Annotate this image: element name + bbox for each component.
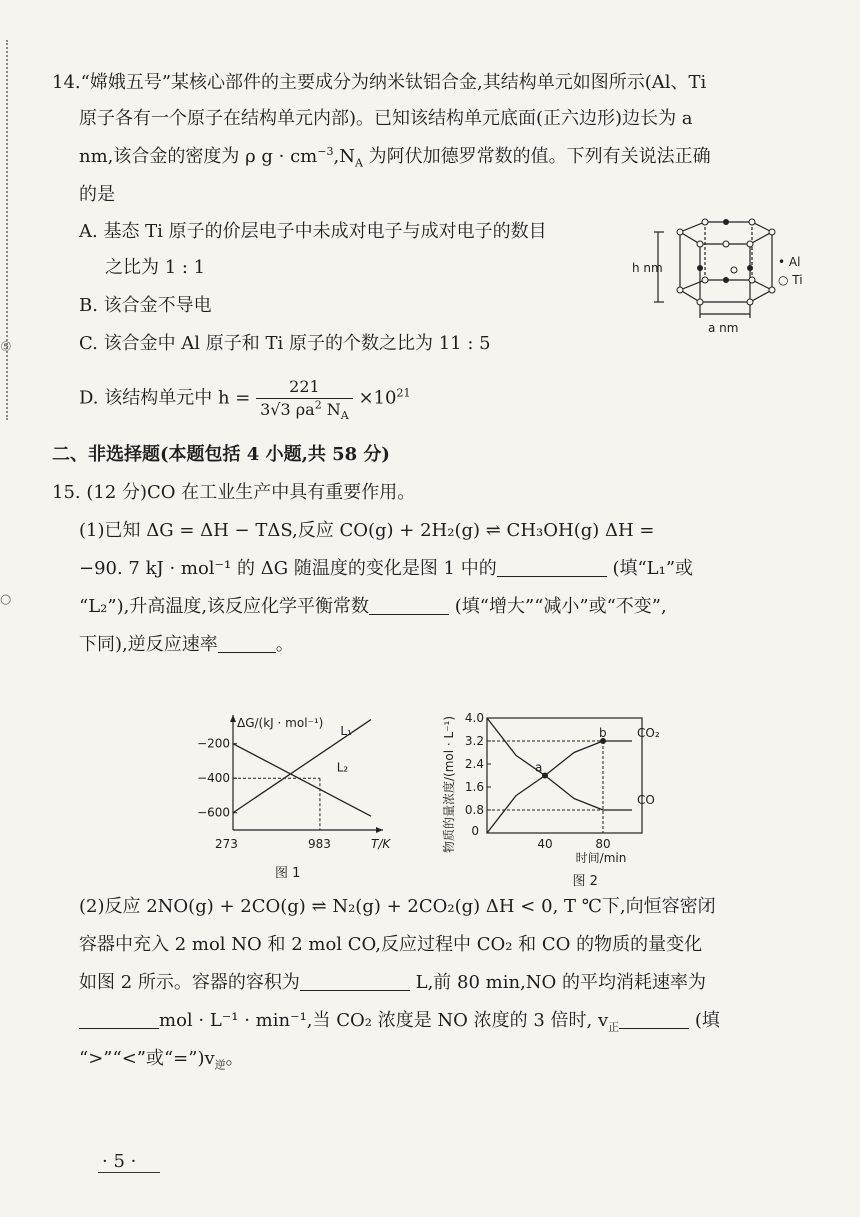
q15-p2-line-4: mol · L⁻¹ · min⁻¹,当 CO₂ 浓度是 NO 浓度的 3 倍时, $v_正$ (填 (79, 1009, 720, 1033)
answer-blank-1[interactable] (497, 558, 607, 577)
q15-p1-line-3: “L₂”),升高温度,该反应化学平衡常数 (填“增大”“减小”或“不变”, (79, 596, 667, 617)
fig2-y-tick-label: 0.8 (464, 803, 484, 817)
answer-blank-4[interactable] (300, 972, 410, 991)
a-dimension-label: a nm (708, 321, 739, 335)
fig1-y-arrow (230, 715, 236, 722)
fig2-y-label: 物质的量浓度/(mol · L⁻¹) (442, 715, 456, 853)
fig2-y-tick-label: 2.4 (464, 757, 484, 771)
q14-option-b: B. 该合金不导电 (79, 295, 212, 316)
fig2-y-tick-label: 3.2 (464, 734, 484, 748)
answer-blank-5[interactable] (79, 1010, 159, 1029)
q14-line-2: 原子各有一个原子在结构单元内部)。已知该结构单元底面(正六边形)边长为 a (79, 108, 693, 129)
page-number: · 5 · (102, 1151, 137, 1172)
q14-option-c: C. 该合金中 Al 原子和 Ti 原子的个数之比为 11 : 5 (79, 333, 491, 354)
fig1-y-tick-label: −200 (197, 736, 230, 751)
q15-header: 15. (12 分)CO 在工业生产中具有重要作用。 (52, 482, 416, 503)
fig2-point (542, 773, 548, 779)
fig2-y-tick-label: 1.6 (464, 780, 484, 794)
section-2-heading: 二、非选择题(本题包括 4 小题,共 58 分) (52, 444, 390, 465)
fig2-caption: 图 2 (572, 874, 598, 888)
fig2-point-label: a (535, 760, 543, 775)
crystal-structure-figure (630, 210, 820, 340)
fig1-series-label: L₂ (336, 760, 349, 775)
q14-option-a-line-2: 之比为 1 : 1 (105, 257, 206, 278)
q14-option-d: D. 该结构单元中 h = $\frac{221}{3√3 \rho a^2 N_A}$ $\times 10^{21}$ (79, 377, 411, 423)
answer-blank-2[interactable] (369, 596, 449, 615)
fig1-x-tick-label: 273 (215, 837, 238, 851)
q15-p2-line-1: (2)反应 2NO(g) + 2CO(g) ⇌ N₂(g) + 2CO₂(g) ΔH < 0, T ℃下,向恒容密闭 (79, 896, 716, 917)
fig1-y-tick-label: −400 (197, 771, 230, 786)
margin-mark-b: ○ (0, 592, 12, 607)
q15-p2-line-2: 容器中充入 2 mol NO 和 2 mol CO,反应过程中 CO₂ 和 CO 的物质的量变化 (79, 934, 703, 955)
fig1-y-tick-label: −600 (197, 805, 230, 820)
h-formula-fraction: $\frac{221}{3√3 \rho a^2 N_A}$ (256, 376, 353, 421)
q14-line-4: 的是 (79, 184, 115, 205)
q14-option-a-line-1: A. 基态 Ti 原子的价层电子中未成对电子与成对电子的数目 (79, 221, 547, 242)
q14-line-1: 14.“嫦娥五号”某核心部件的主要成分为纳米钛铝合金,其结构单元如图所示(Al、Ti (52, 72, 707, 93)
binding-dotted-line (6, 40, 8, 420)
answer-blank-6[interactable] (619, 1010, 689, 1029)
margin-mark-a: ⑤ (0, 340, 12, 355)
answer-blank-3[interactable] (218, 634, 276, 653)
q14-line-3: nm,该合金的密度为 ρ $g \cdot cm^{-3},N_A$ 为阿伏加德罗常数的值。下列有关说法正确 (79, 145, 711, 170)
fig1-series-label: L₁ (340, 724, 352, 739)
q15-p1-line-2: −90. 7 kJ · mol⁻¹ 的 ΔG 随温度的变化是图 1 中的 (填“L₁”或 (79, 558, 694, 579)
fig1-x-tick-label: 983 (307, 837, 331, 851)
fig2-frame (487, 718, 642, 833)
fig2-origin-label: 0 (471, 824, 479, 838)
q15-p1-line-4: 下同),逆反应速率 。 (79, 634, 294, 655)
figure-2-chart (435, 678, 670, 888)
footer-rule (98, 1172, 160, 1173)
fig2-point-label: b (599, 726, 607, 740)
h-dimension-label: h nm (632, 261, 663, 275)
fig1-x-arrow (376, 827, 383, 833)
fig2-series-label: CO (637, 793, 655, 807)
q15-p2-line-3: 如图 2 所示。容器的容积为 L,前 80 min,NO 的平均消耗速率为 (79, 972, 707, 993)
fig1-y-label: ΔG/(kJ · mol⁻¹) (237, 716, 324, 730)
q15-p2-line-5: “>”“<”或“$=”)v_逆$。 (79, 1048, 244, 1072)
fig2-x-label: 时间/min (575, 851, 627, 865)
q15-p1-line-1: (1)已知 ΔG = ΔH − TΔS,反应 CO(g) + 2H₂(g) ⇌ CH₃OH(g) ΔH = (79, 520, 655, 541)
figure-1-chart (195, 705, 405, 885)
fig2-x-tick-label: 40 (537, 837, 553, 851)
fig2-y-tick-label: 4.0 (464, 711, 484, 725)
fig1-caption: 图 1 (275, 866, 301, 881)
fig1-series-line (233, 744, 371, 816)
legend-ti: ○ Ti (778, 273, 803, 287)
fig1-x-label: T/K (371, 837, 391, 851)
fig2-series-label: CO₂ (637, 726, 660, 740)
fig2-x-tick-label: 80 (595, 837, 611, 851)
legend-al: • Al (778, 255, 801, 269)
